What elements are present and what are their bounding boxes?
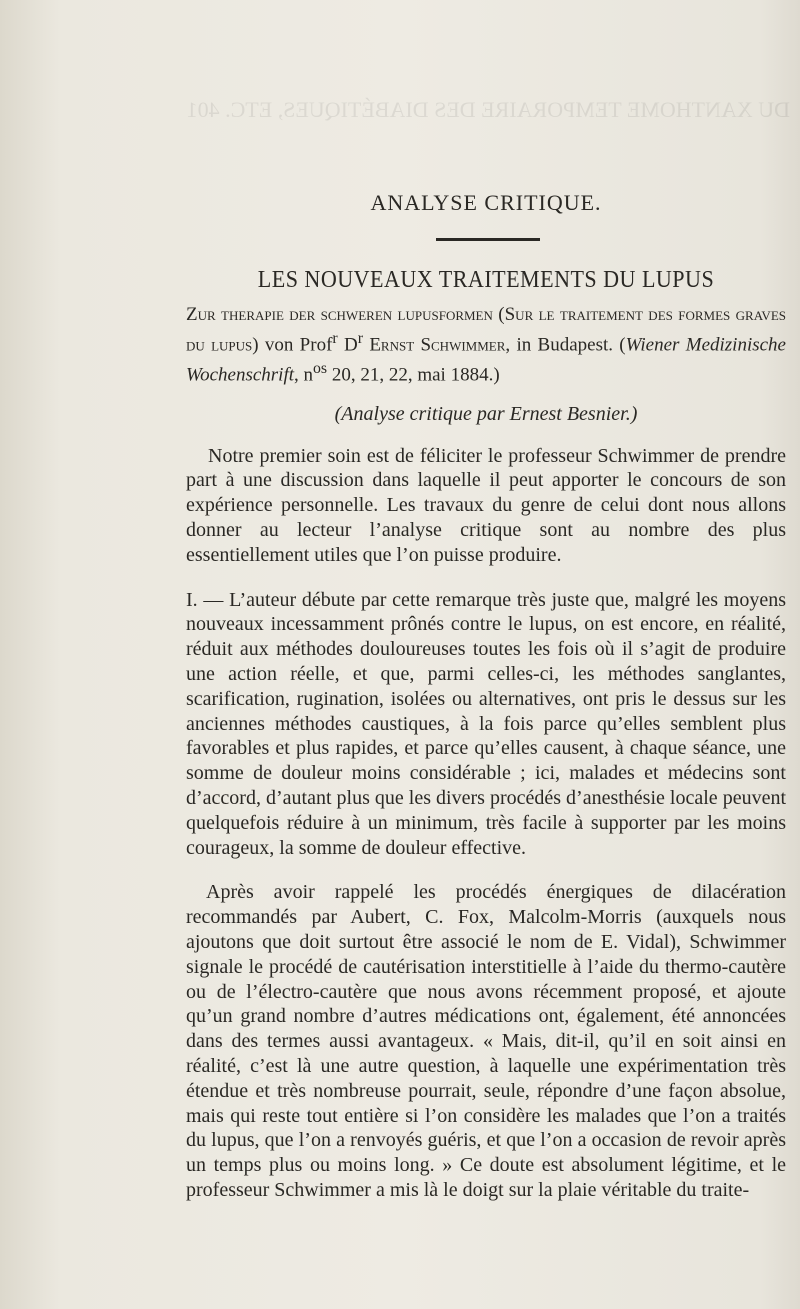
ref-text: , n (294, 364, 314, 386)
article-title: LES NOUVEAUX TRAITEMENTS DU LUPUS (257, 267, 715, 293)
ref-french-title: Sur le traitement des formes graves du lupus (186, 304, 786, 356)
title-rule (436, 238, 540, 241)
ref-author-name: Ernst Schwimmer (363, 334, 506, 356)
bleed-through-text: DU XANTHOME TEMPORAIRE DES DIABÉTIQUES, ETC. 401 (186, 97, 790, 122)
article (186, 186, 786, 1223)
bibliographic-reference (186, 303, 786, 388)
paragraph-2: I. — L’auteur débute par cette remarque très juste que, malgré les moyens nouveaux incessamment prônés contre le lupus, on est encore, en réalité, réduit aux méthodes douloureuses toutes les fois où il s’agit de produire une action réelle, et que, parmi celles-ci, les méthodes sanglantes, scarification, rugination, isolées ou alternatives, ont pris le dessus sur les anciennes méthodes caustiques, à la fois parce qu’elles semblent plus favorables et plus rapides, et parce qu’elles causent, à chaque séance, une somme de douleur moins considérable ; ici, malades et médecins sont d’accord, d’autant plus que les divers procédés d’anesthésie locale peuvent quelquefois réduire à un minimum, très facile à supporter par les moins courageux, la somme de douleur effective. (186, 588, 786, 859)
author-line: (Analyse critique par Ernest Besnier.) (334, 402, 638, 425)
ref-sup: r (357, 330, 364, 347)
ref-text: , in Budapest. ( (505, 334, 626, 356)
ref-text: D (337, 334, 358, 356)
ref-text: ( (492, 304, 505, 325)
section-title: ANALYSE CRITIQUE. (370, 190, 602, 215)
ref-text: 20, 21, 22, mai 1884.) (327, 364, 500, 386)
ref-sup: os (313, 360, 328, 378)
ref-text: ) von Prof (252, 334, 333, 356)
ref-journal: Wiener Medizinische Wochenschrift (186, 334, 786, 386)
ref-german-title: Zur therapie der schweren lupusformen (186, 304, 493, 325)
paragraph-3: Après avoir rappelé les procédés énergiques de dilacération recommandés par Aubert, C. Fox, Malcolm-Morris (auxquels nous ajoutons que doit surtout être associé le nom de E. Vidal), Schwimmer signale le procédé de cautérisation interstitielle à l’aide du thermo-cautère ou de l’électro-cautère que nous avons récemment proposé, et ajoute qu’un grand nombre d’autres médications ont, également, été annoncées dans des termes aussi avantageux. « Mais, dit-il, qu’il en soit ainsi en réalité, c’est là une autre question, à laquelle une expérimentation très étendue et très nombreuse pourrait, seule, répondre d’une façon absolue, mais qui reste tout entière si l’on considère les malades que l’on a traités du lupus, que l’on a renvoyés guéris, et que l’on a occasion de revoir après un temps plus ou moins long. » Ce doute est absolument légitime, et le professeur Schwimmer a mis là le doigt sur la plaie véritable du traite- (186, 881, 786, 1201)
paragraph-1: Notre premier soin est de féliciter le professeur Schwimmer de prendre part à une discussion dans laquelle il peut apporter le concours de son expérience personnelle. Les travaux du genre de celui dont nous allons donner au lecteur l’analyse critique sont au nombre des plus essentiellement utiles que l’on puisse produire. (186, 444, 786, 566)
ref-sup: r (332, 330, 338, 347)
